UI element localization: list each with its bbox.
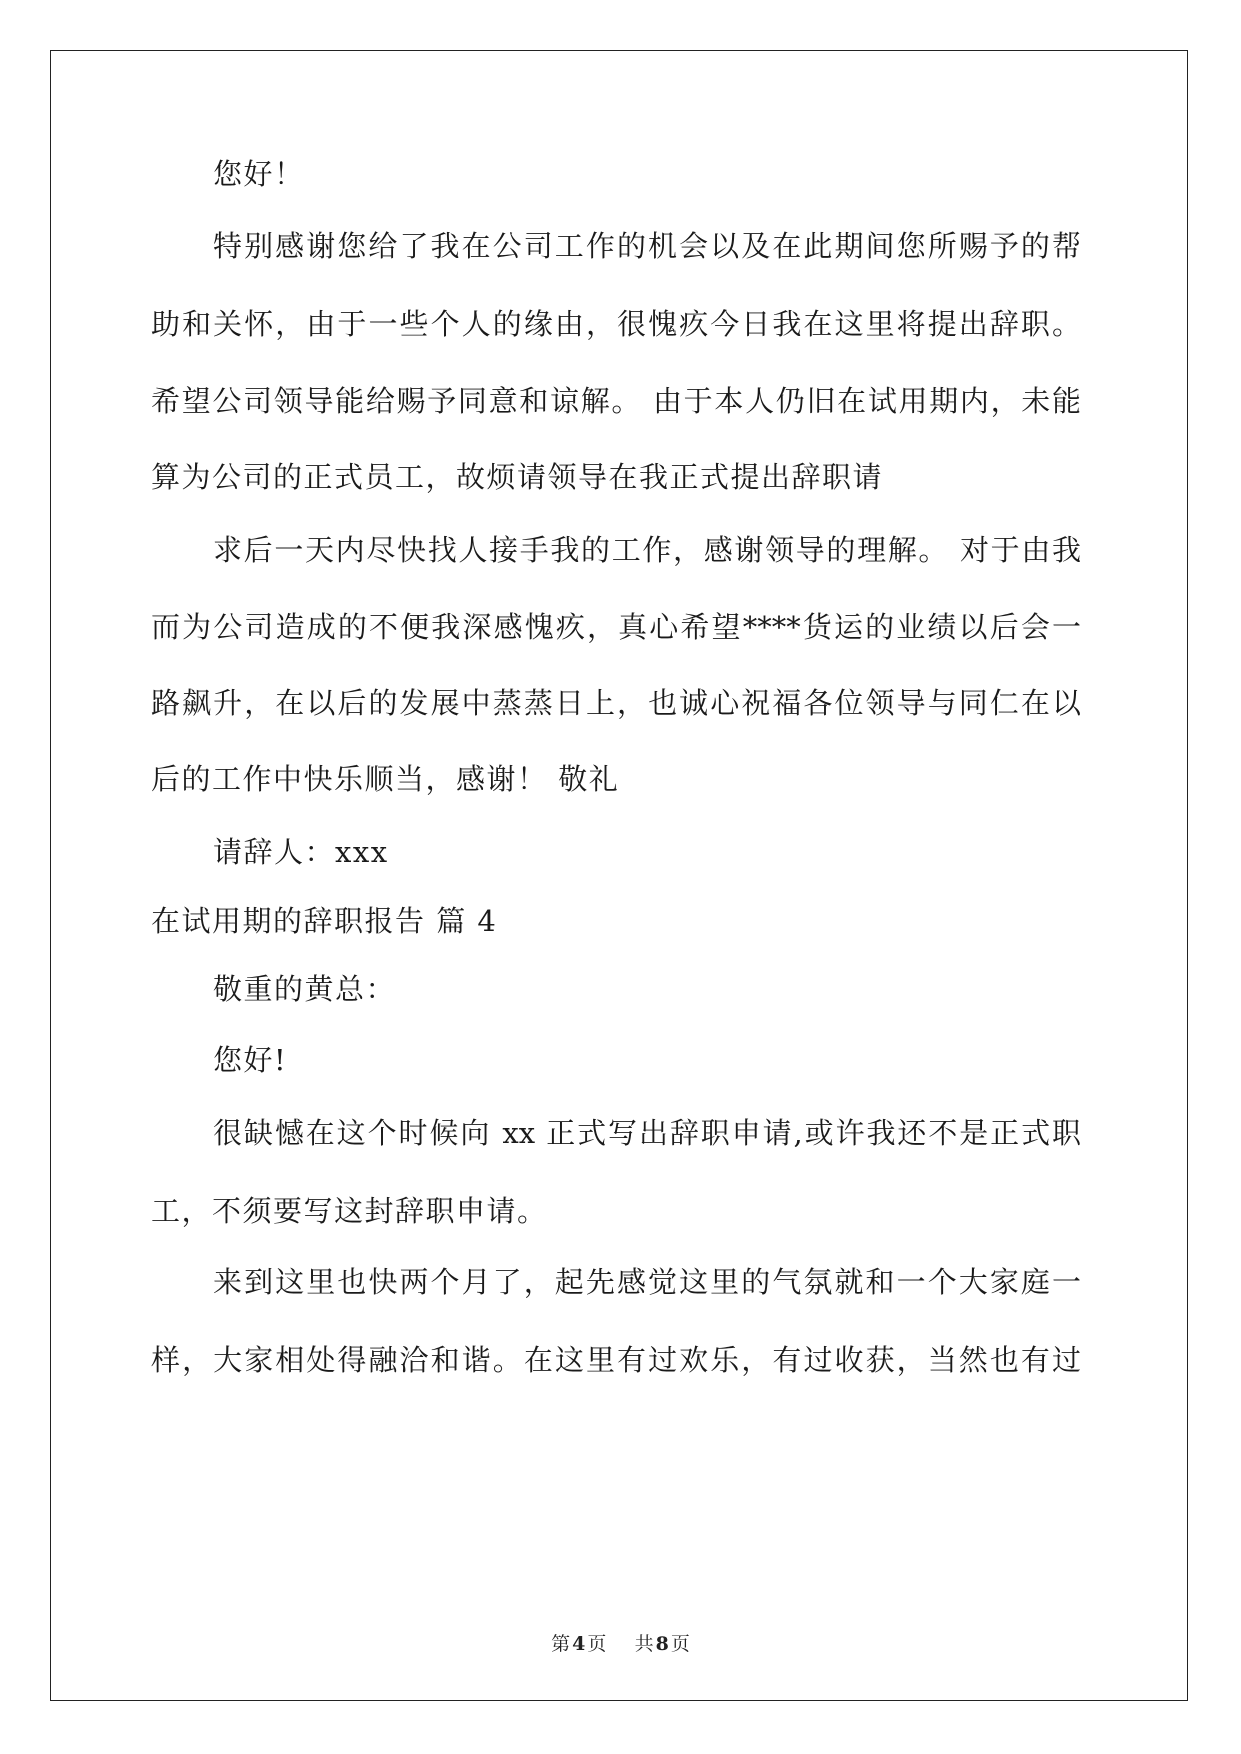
- footer-total-suffix: 页: [670, 1633, 690, 1655]
- body-line: 而为公司造成的不便我深感愧疚，真心希望****货运的业绩以后会一: [151, 610, 1081, 644]
- footer-page-prefix: 第: [551, 1633, 571, 1655]
- body-line: 希望公司领导能给赐予同意和谅解。 由于本人仍旧在试用期内，未能: [151, 384, 1081, 418]
- body-line: 算为公司的正式员工，故烦请领导在我正式提出辞职请: [151, 460, 884, 494]
- section-heading: 在试用期的辞职报告 篇 4: [151, 904, 498, 938]
- footer-page-current: 4: [572, 1633, 586, 1655]
- page-border: [50, 50, 1188, 1701]
- signature-line: 请辞人：xxx: [213, 835, 389, 869]
- greeting-line: 您好！: [213, 157, 305, 191]
- footer-page-suffix: 页: [587, 1633, 607, 1655]
- footer-page-total: 8: [655, 1633, 669, 1655]
- body-line: 特别感谢您给了我在公司工作的机会以及在此期间您所赐予的帮: [213, 229, 1081, 263]
- salutation-line: 敬重的黄总：: [213, 972, 397, 1006]
- body-line: 后的工作中快乐顺当，感谢！ 敬礼: [151, 762, 620, 796]
- greeting-line: 您好!: [213, 1043, 288, 1077]
- body-line: 样，大家相处得融洽和谐。在这里有过欢乐，有过收获，当然也有过: [151, 1343, 1081, 1377]
- page-footer: [0, 1632, 1241, 1656]
- body-line: 工，不须要写这封辞职申请。: [151, 1194, 548, 1228]
- footer-total-prefix: 共: [634, 1633, 654, 1655]
- body-line: 助和关怀，由于一些个人的缘由，很愧疚今日我在这里将提出辞职。: [151, 307, 1081, 341]
- body-line: 很缺憾在这个时候向 xx 正式写出辞职申请,或许我还不是正式职: [213, 1116, 1081, 1150]
- body-line: 来到这里也快两个月了，起先感觉这里的气氛就和一个大家庭一: [213, 1265, 1081, 1299]
- body-line: 路飙升，在以后的发展中蒸蒸日上，也诚心祝福各位领导与同仁在以: [151, 686, 1081, 720]
- body-line: 求后一天内尽快找人接手我的工作，感谢领导的理解。 对于由我: [213, 533, 1081, 567]
